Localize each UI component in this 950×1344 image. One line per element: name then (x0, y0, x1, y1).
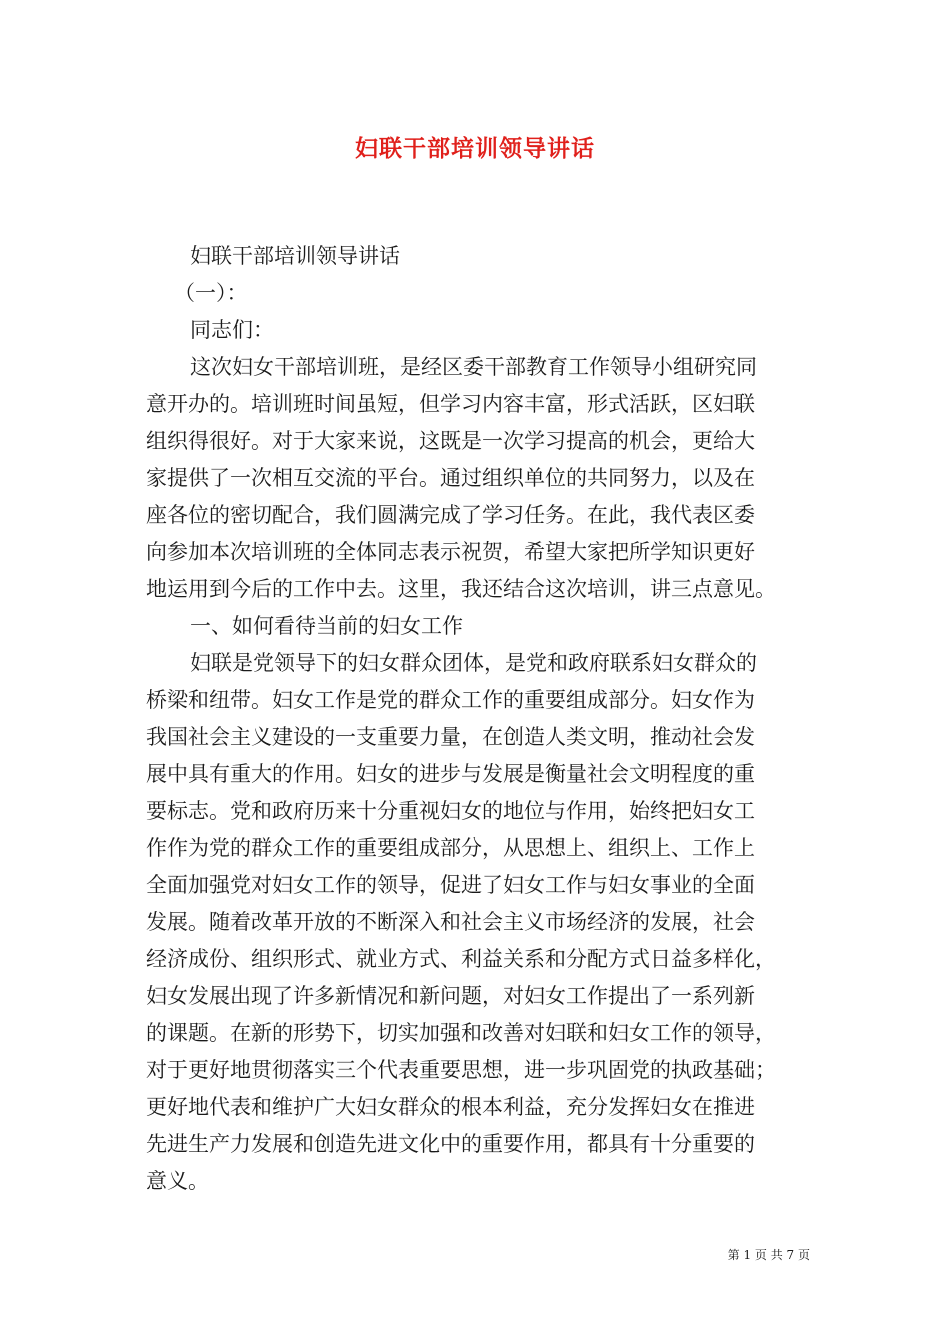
body-line: 这次妇女干部培训班，是经区委干部教育工作领导小组研究同 (190, 355, 757, 379)
section-heading: 一、如何看待当前的妇女工作 (190, 614, 463, 638)
body-line: 桥梁和纽带。妇女工作是党的群众工作的重要组成部分。妇女作为 (146, 688, 755, 712)
body-line: 的课题。在新的形势下，切实加强和改善对妇联和妇女工作的领导， (146, 1021, 776, 1045)
document-body (146, 238, 806, 1200)
body-line: 我国社会主义建设的一支重要力量，在创造人类文明，推动社会发 (146, 725, 755, 749)
body-line: 作作为党的群众工作的重要组成部分，从思想上、组织上、工作上 (146, 836, 755, 860)
body-line: 座各位的密切配合，我们圆满完成了学习任务。在此，我代表区委 (146, 503, 755, 527)
page-number: 第 1 页 共 7 页 (727, 1248, 810, 1262)
body-line: 发展。随着改革开放的不断深入和社会主义市场经济的发展，社会 (146, 910, 755, 934)
body-line: 向参加本次培训班的全体同志表示祝贺，希望大家把所学知识更好 (146, 540, 755, 564)
body-line: 妇联干部培训领导讲话 (190, 244, 400, 268)
body-line: 要标志。党和政府历来十分重视妇女的地位与作用，始终把妇女工 (146, 799, 755, 823)
body-line: 家提供了一次相互交流的平台。通过组织单位的共同努力，以及在 (146, 466, 755, 490)
body-line: 对于更好地贯彻落实三个代表重要思想，进一步巩固党的执政基础； (146, 1058, 776, 1082)
body-line: 全面加强党对妇女工作的领导，促进了妇女工作与妇女事业的全面 (146, 873, 755, 897)
body-line: 意开办的。培训班时间虽短，但学习内容丰富，形式活跃，区妇联 (146, 392, 755, 416)
body-line: （一）： (174, 281, 248, 305)
body-line: 更好地代表和维护广大妇女群众的根本利益，充分发挥妇女在推进 (146, 1095, 755, 1119)
body-line: 意义。 (146, 1169, 209, 1193)
body-line: 组织得很好。对于大家来说，这既是一次学习提高的机会，更给大 (146, 429, 755, 453)
document-title: 妇联干部培训领导讲话 (355, 135, 595, 162)
body-line: 地运用到今后的工作中去。这里，我还结合这次培训，讲三点意见。 (146, 577, 776, 601)
body-line: 先进生产力发展和创造先进文化中的重要作用，都具有十分重要的 (146, 1132, 755, 1156)
body-line: 同志们： (190, 318, 274, 342)
body-line: 妇女发展出现了许多新情况和新问题，对妇女工作提出了一系列新 (146, 984, 755, 1008)
body-line: 展中具有重大的作用。妇女的进步与发展是衡量社会文明程度的重 (146, 762, 755, 786)
body-line: 经济成份、组织形式、就业方式、利益关系和分配方式日益多样化， (146, 947, 776, 971)
body-line: 妇联是党领导下的妇女群众团体，是党和政府联系妇女群众的 (190, 651, 757, 675)
